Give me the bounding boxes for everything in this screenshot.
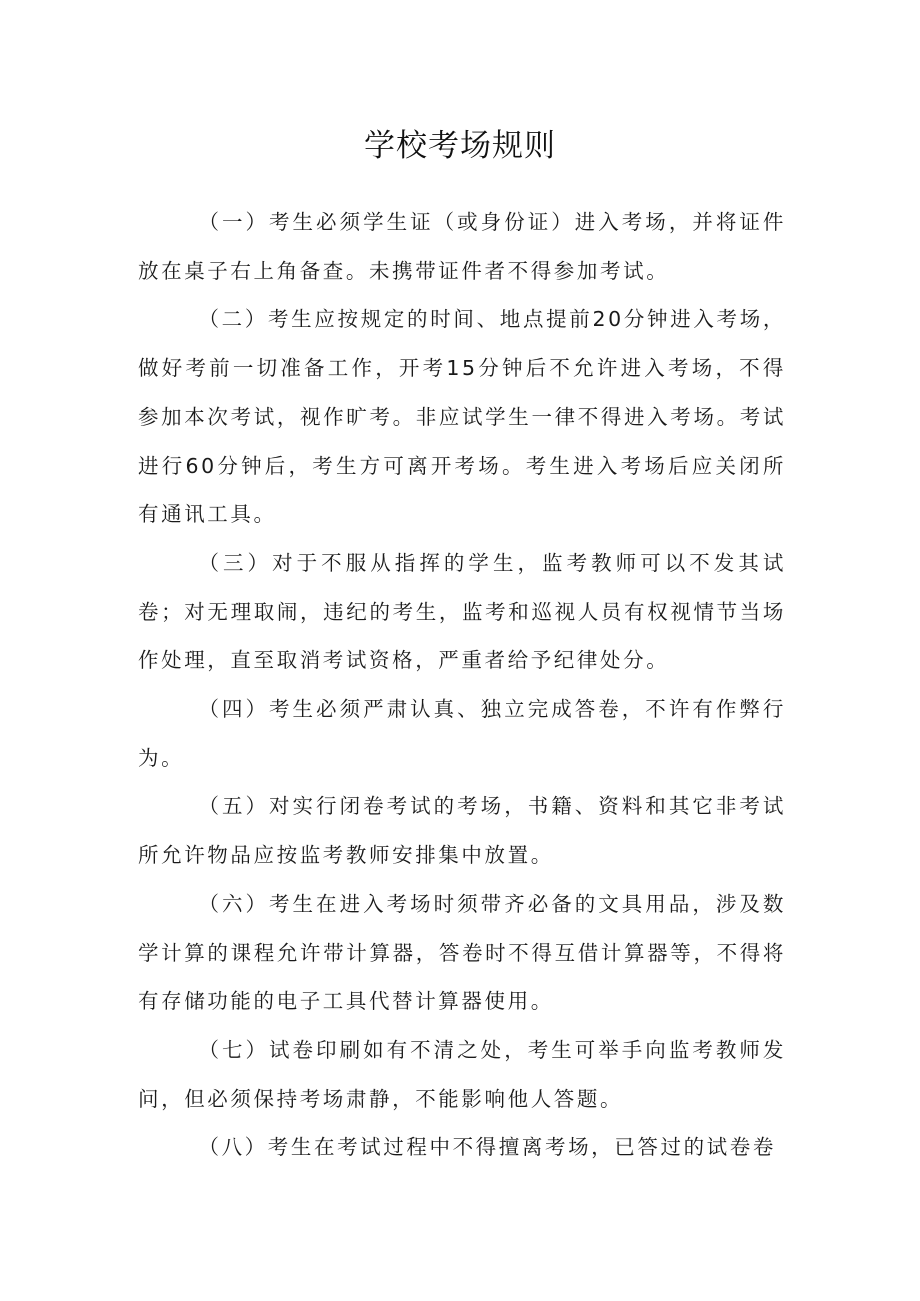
document-title: 学校考场规则: [364, 128, 556, 164]
rule-paragraph-4: （四）考生必须严肃认真、独立完成答卷，不许有作弊行为。: [138, 697, 786, 770]
rule-paragraph-8: （八）考生在考试过程中不得擅离考场，已答过的试卷卷: [198, 1135, 776, 1160]
rule-paragraph-2: （二）考生应按规定的时间、地点提前20分钟进入考场，做好考前一切准备工作，开考15分钟后不允许进入考场，不得参加本次考试，视作旷考。非应试学生一律不得进入考场。考试进行60分钟后，考生方可离开考场。考生进入考场后应关闭所有通讯工具。: [138, 307, 786, 527]
document-body: [138, 198, 786, 1172]
rule-paragraph-7: （七）试卷印刷如有不清之处，考生可举手向监考教师发问，但必须保持考场肃静，不能影响他人答题。: [138, 1037, 786, 1111]
rule-paragraph-3: （三）对于不服从指挥的学生，监考教师可以不发其试卷；对无理取闹，违纪的考生，监考和巡视人员有权视情节当场作处理，直至取消考试资格，严重者给予纪律处分。: [138, 550, 786, 673]
rule-paragraph-6: （六）考生在进入考场时须带齐必备的文具用品，涉及数学计算的课程允许带计算器，答卷时不得互借计算器等，不得将有存储功能的电子工具代替计算器使用。: [138, 891, 786, 1014]
rule-paragraph-1: （一）考生必须学生证（或身份证）进入考场，并将证件放在桌子右上角备查。未携带证件者不得参加考试。: [138, 210, 786, 283]
rule-paragraph-5: （五）对实行闭卷考试的考场，书籍、资料和其它非考试所允许物品应按监考教师安排集中放置。: [138, 794, 786, 868]
